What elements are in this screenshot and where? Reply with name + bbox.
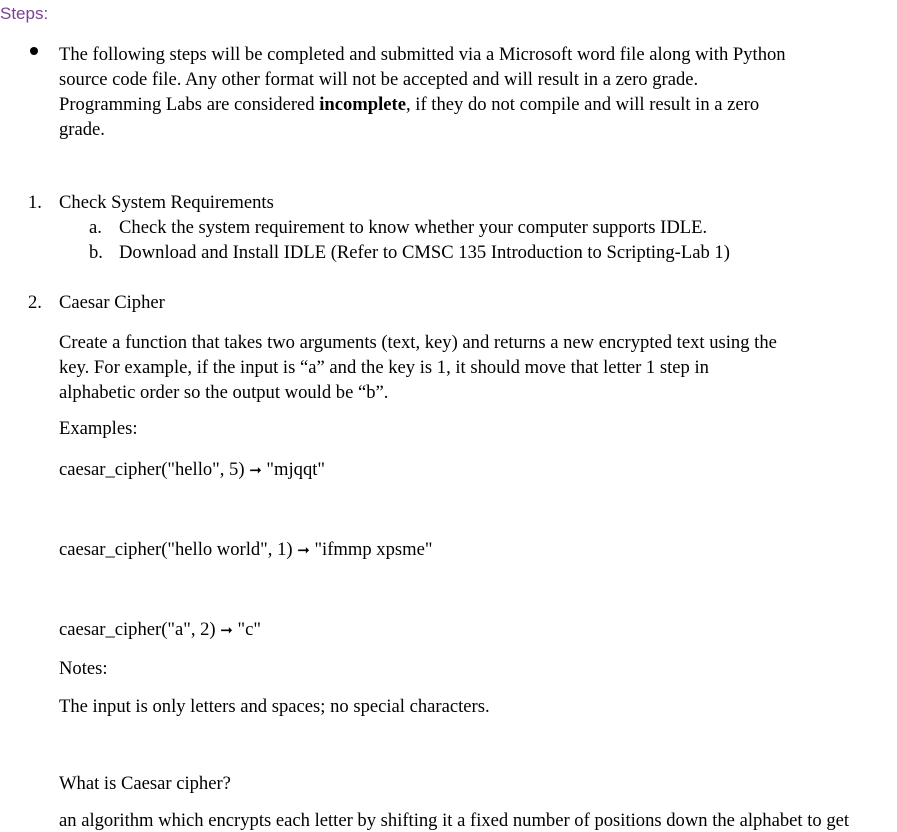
- example-result: "mjqqt": [266, 459, 325, 480]
- notes-label: Notes:: [59, 658, 108, 679]
- example-1: [59, 459, 325, 481]
- section-1-title: Check System Requirements: [59, 192, 274, 213]
- cipher-description: Create a function that takes two arguments (text, key) and returns a new encrypted text using the key. For example, if the input is “a” and the key is 1, it should move that letter 1 step in alphabetic order so the output would be “b”.: [59, 332, 777, 403]
- section-2-title: Caesar Cipher: [59, 292, 165, 313]
- notes-text: The input is only letters and spaces; no special characters.: [59, 696, 490, 717]
- truncated-paragraph: [59, 806, 850, 831]
- arrow-right-icon: ➞: [220, 621, 233, 639]
- example-result: "c": [237, 619, 261, 640]
- section-2-number: 2.: [28, 292, 42, 313]
- section-1-item-a: Check the system requirement to know whether your computer supports IDLE.: [119, 217, 708, 238]
- example-3: [59, 619, 261, 641]
- submission-instructions: [59, 42, 799, 142]
- steps-heading: Steps:: [0, 4, 49, 23]
- incomplete-emphasis: incomplete: [319, 94, 406, 115]
- section-1-item-a-letter: a.: [89, 217, 102, 238]
- instructions-text: The following steps will be completed and submitted via a Microsoft word file along with Python source code file. Any other format will not be accepted and will result in a zero grade. Programming Labs are considered: [59, 44, 786, 115]
- arrow-right-icon: ➞: [249, 461, 262, 479]
- instructions-text-end: , if they do not compile and will result in a zero grade.: [59, 94, 760, 140]
- example-call: caesar_cipher("hello world", 1): [59, 539, 293, 560]
- example-2: [59, 539, 432, 561]
- section-1-number: 1.: [28, 192, 42, 213]
- caesar-question: What is Caesar cipher?: [59, 773, 231, 794]
- examples-label: Examples:: [59, 418, 138, 439]
- section-1-item-b: Download and Install IDLE (Refer to CMSC 135 Introduction to Scripting-Lab 1): [119, 242, 730, 263]
- bullet-icon: [30, 47, 38, 55]
- section-1-item-b-letter: b.: [89, 242, 103, 263]
- example-call: caesar_cipher("hello", 5): [59, 459, 245, 480]
- example-result: "ifmmp xpsme": [314, 539, 433, 560]
- example-call: caesar_cipher("a", 2): [59, 619, 216, 640]
- arrow-right-icon: ➞: [297, 541, 310, 559]
- truncated-text: an algorithm which encrypts each letter by shifting it a fixed number of positions down the alphabet to get: [59, 810, 850, 831]
